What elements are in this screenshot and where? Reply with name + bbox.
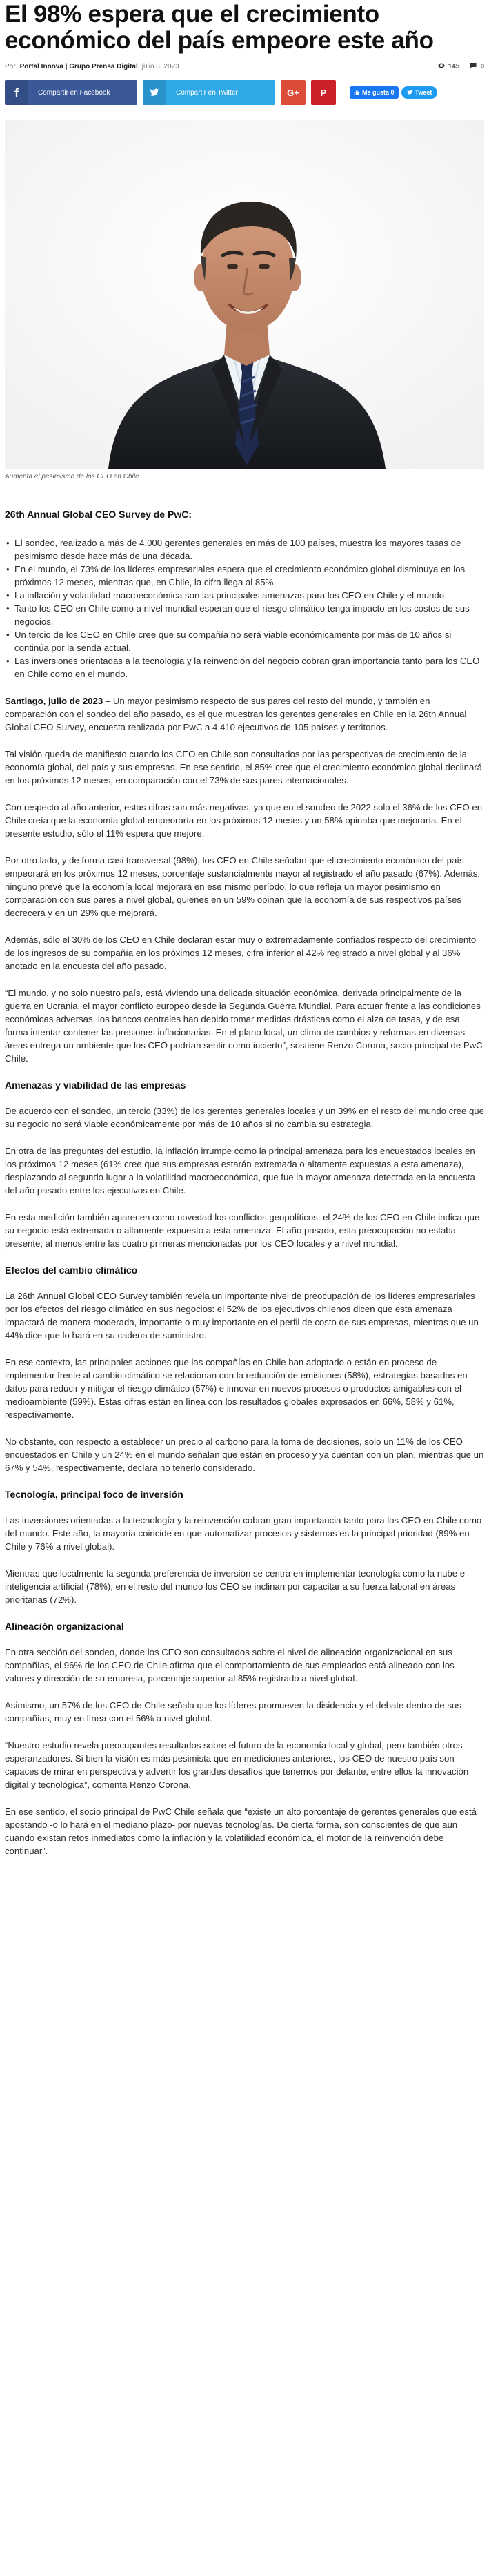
share-twitter-button[interactable] [143,80,275,105]
key-points-list [5,536,484,681]
facebook-icon [5,80,28,105]
article-stats [437,61,484,72]
share-facebook-button[interactable] [5,80,137,105]
share-gplus-button[interactable]: G+ [281,80,306,105]
paragraph: En otra sección del sondeo, donde los CEO son consultados sobre el nivel de alineación organizacional en sus compañías, el 96% de los CEO de Chile afirma que el comportamiento de sus empleados está alineado con los valores y dirección de su empresa, porcentaje superior al 85% registrado a nivel global. [5,1647,455,1684]
tweet-button[interactable] [401,86,438,99]
comments-stat[interactable] [469,61,484,72]
section-heading-threats: Amenazas y viabilidad de las empresas [5,1080,186,1091]
views-stat [437,61,460,72]
survey-heading: 26th Annual Global CEO Survey de PwC: [5,509,192,520]
dateline: Santiago, julio de 2023 [5,696,103,706]
paragraph: En otra de las preguntas del estudio, la inflación irrumpe como la principal amenaza para los encuestados locales en los próximos 12 meses (61% cree que sus empresas estarán extremada o altamente expuestas a esta amenaza), desplazando al segundo lugar a la volatilidad macroeconómica, que fue la mayor amenaza detectada en la encuesta del año pasado entre los ejecutivos en Chile. [5,1146,475,1196]
article-meta [5,61,484,72]
section-heading-alignment: Alineación organizacional [5,1621,124,1632]
author-link[interactable]: Portal Innova | Grupo Prensa Digital [19,62,138,70]
article-title: El 98% espera que el crecimiento económico del país empeore este año [5,1,434,54]
thumbs-up-icon [354,89,360,97]
section-heading-tech: Tecnología, principal foco de inversión [5,1489,183,1500]
key-point: • En el mundo, el 73% de los líderes empresariales espera que el crecimiento económico global disminuya en los próximos 12 meses, mientras que, en Chile, la cifra llega al 85%. [5,563,484,589]
paragraph: En esta medición también aparecen como novedad los conflictos geopolíticos: el 24% de los CEO en Chile indica que su negocio está extremada o altamente expuesto a esta amenaza. El año pasado, esta preocupación no estaba presente, al menos entre las cuatro primeras mencionadas por los CEO locales y a nivel mundial. [5,1212,480,1249]
portrait-illustration [5,120,484,469]
paragraph: Las inversiones orientadas a la tecnología y la reinvención cobran gran importancia tanto para los CEO en Chile como del mundo. Este año, la mayoría coincide en que automatizar procesos y sistemas es la principal prioridad (89% en Chile y 76% a nivel global). [5,1515,482,1552]
share-twitter-label: Compartir en Twitter [176,88,238,97]
bird-icon [407,89,413,97]
key-point: • El sondeo, realizado a más de 4.000 gerentes generales en más de 100 países, muestra los mayores tasas de pesimismo desde hace más de una década. [5,536,484,563]
facebook-like-button[interactable] [350,86,399,99]
comments-count: 0 [480,62,484,70]
eye-icon [437,61,446,72]
paragraph: Además, sólo el 30% de los CEO en Chile declaran estar muy o extremadamente confiados respecto del crecimiento de los ingresos de su compañía en los próximos 12 meses, cifra inferior al 42% registrado a nivel global y al 36% anotado en la encuesta del año pasado. [5,935,477,971]
twitter-icon [143,80,166,105]
hero-photo [5,120,484,469]
publish-date: julio 3, 2023 [141,62,179,70]
byline [5,63,179,70]
hero-caption: Aumenta el pesimismo de los CEO en Chile [5,473,139,480]
paragraph: Por otro lado, y de forma casi transversal (98%), los CEO en Chile señalan que el crecimiento económico del país empeorará en los próximos 12 meses, porcentaje sustancialmente mayor al registrado el año pasado (67%). Además, ninguno prevé que la economía local mejorará en ese mismo período, lo que refleja un mayor pesimismo en comparación con sus pares a nivel global, quienes en un 59% opinan que la economía de sus respectivos países decrecerá y en un 29% que mejorará. [5,855,481,918]
paragraph: En ese sentido, el socio principal de PwC Chile señala que “existe un alto porcentaje de gerentes generales que está apostando -o lo hará en el mediano plazo- por nuevas tecnologías. De cierta forma, son conscientes de que aun cuando existan retos inmediatos como la inflación y la volatilidad económica, el motor de la reinvención debe continuar”. [5,1806,477,1856]
lead-text: – Un mayor pesimismo respecto de sus pares del resto del mundo, y también en comparación con el sondeo del año pasado, es el que muestran los gerentes generales en Chile en la 26th Annual Global CEO Survey, encuesta realizada por PwC a 4.410 ejecutivos de 105 países y territorios. [5,696,467,732]
paragraph: Tal visión queda de manifiesto cuando los CEO en Chile son consultados por las perspectivas de crecimiento de la economía global, del país y sus empresas. En ese sentido, el 85% cree que el crecimiento económico global declinará en los próximos 12 meses, en comparación con el 73% de sus pares internacionales. [5,749,483,786]
paragraph: “El mundo, y no solo nuestro país, está viviendo una delicada situación económica, derivada principalmente de la guerra en Ucrania, el mayor conflicto europeo desde la Segunda Guerra Mundial. Para actuar frente a las condiciones económicas adversas, los bancos centrales han debido tomar medidas drásticas como el alza de tasas, y de esa forma intentar contener las presiones inflacionarias. En el plano local, un clima de cambios y reformas en diversas áreas entrega un ambiente que los CEO podrían sentir como incierto”, sostiene Renzo Corona, socio principal de PwC Chile. [5,988,483,1064]
paragraph: No obstante, con respecto a establecer un precio al carbono para la toma de decisiones, solo un 11% de los CEO encuestados en Chile y un 24% en el mundo señalan que están en proceso y ya cuentan con un plan, mientras que un 67% y 54%, respectivamente, declara no tenerlo considerado. [5,1436,484,1473]
paragraph: Asimismo, un 57% de los CEO de Chile señala que los líderes promueven la disidencia y el debate dentro de sus compañías, muy en línea con el 56% a nivel global. [5,1700,461,1724]
share-bar [5,80,484,105]
paragraph: De acuerdo con el sondeo, un tercio (33%) de los gerentes generales locales y un 39% en el resto del mundo cree que su negocio no será viable económicamente por más de 10 años si no cambia su estrategia. [5,1106,484,1129]
by-label: Por [5,62,16,70]
article-body [5,508,484,1857]
social-counters [350,86,437,99]
share-facebook-label: Compartir en Facebook [38,88,110,97]
views-count: 145 [448,62,460,70]
paragraph: Con respecto al año anterior, estas cifras son más negativas, ya que en el sondeo de 2022 solo el 36% de los CEO en Chile creía que la economía global empeoraría en los próximos 12 meses y un 58% opinaba que mejoraría. En el presente estudio, sólo el 11% espera que mejore. [5,802,483,839]
hero-figure [5,120,484,480]
comment-icon [469,61,477,72]
paragraph: En ese contexto, las principales acciones que las compañías en Chile han adoptado o están en proceso de implementar frente al cambio climático se relacionan con la reducción de emisiones (58%), estrategias basadas en datos para reducir y mitigar el riesgo climático (57%) e innovar en nuevos procesos o productos amigables con el medioambiente (59%). Estas cifras están en línea con los resultados globales expresados en 66%, 58% y 61%, respectivamente. [5,1357,468,1420]
paragraph: “Nuestro estudio revela preocupantes resultados sobre el futuro de la economía local y global, pero también otros esperanzadores. Si bien la visión es más pesimista que en mediciones anteriores, los CEO de nuestro país son capaces de mirar en perspectiva y advertir los grandes desafíos que tenemos por delante, entre ellos la innovación digital y tecnológica”, comenta Renzo Corona. [5,1740,469,1790]
key-point: • La inflación y volatilidad macroeconómica son las principales amenazas para los CEO en Chile y el mundo. [5,589,484,602]
lead-paragraph [5,694,484,734]
tweet-label: Tweet [415,89,432,96]
like-label: Me gusta 0 [362,89,395,96]
section-heading-climate: Efectos del cambio climático [5,1265,138,1276]
key-point: • Las inversiones orientadas a la tecnología y la reinvención del negocio cobran gran importancia tanto para los CEO en Chile como en el mundo. [5,654,484,681]
key-point: • Tanto los CEO en Chile como a nivel mundial esperan que el riesgo climático tenga impacto en los costos de sus negocios. [5,602,484,628]
key-point: • Un tercio de los CEO en Chile cree que su compañía no será viable económicamente por más de 10 años si continúa por la senda actual. [5,628,484,654]
share-pinterest-button[interactable]: P [311,80,336,105]
paragraph: La 26th Annual Global CEO Survey también revela un importante nivel de preocupación de los líderes empresariales por los efectos del riesgo climático en sus negocios: el 52% de los ejecutivos chilenos dicen que esta amenaza impactará de manera moderada, importante o muy importante en el perfil de costo de sus empresas, mientras que un 44% dice que lo hará en su cadena de suministro. [5,1291,479,1340]
paragraph: Mientras que localmente la segunda preferencia de inversión se centra en implementar tecnología como la nube e inteligencia artificial (78%), en el resto del mundo los CEO se inclinan por capacitar a su fuerza laboral en áreas prioritarias (72%). [5,1568,466,1605]
